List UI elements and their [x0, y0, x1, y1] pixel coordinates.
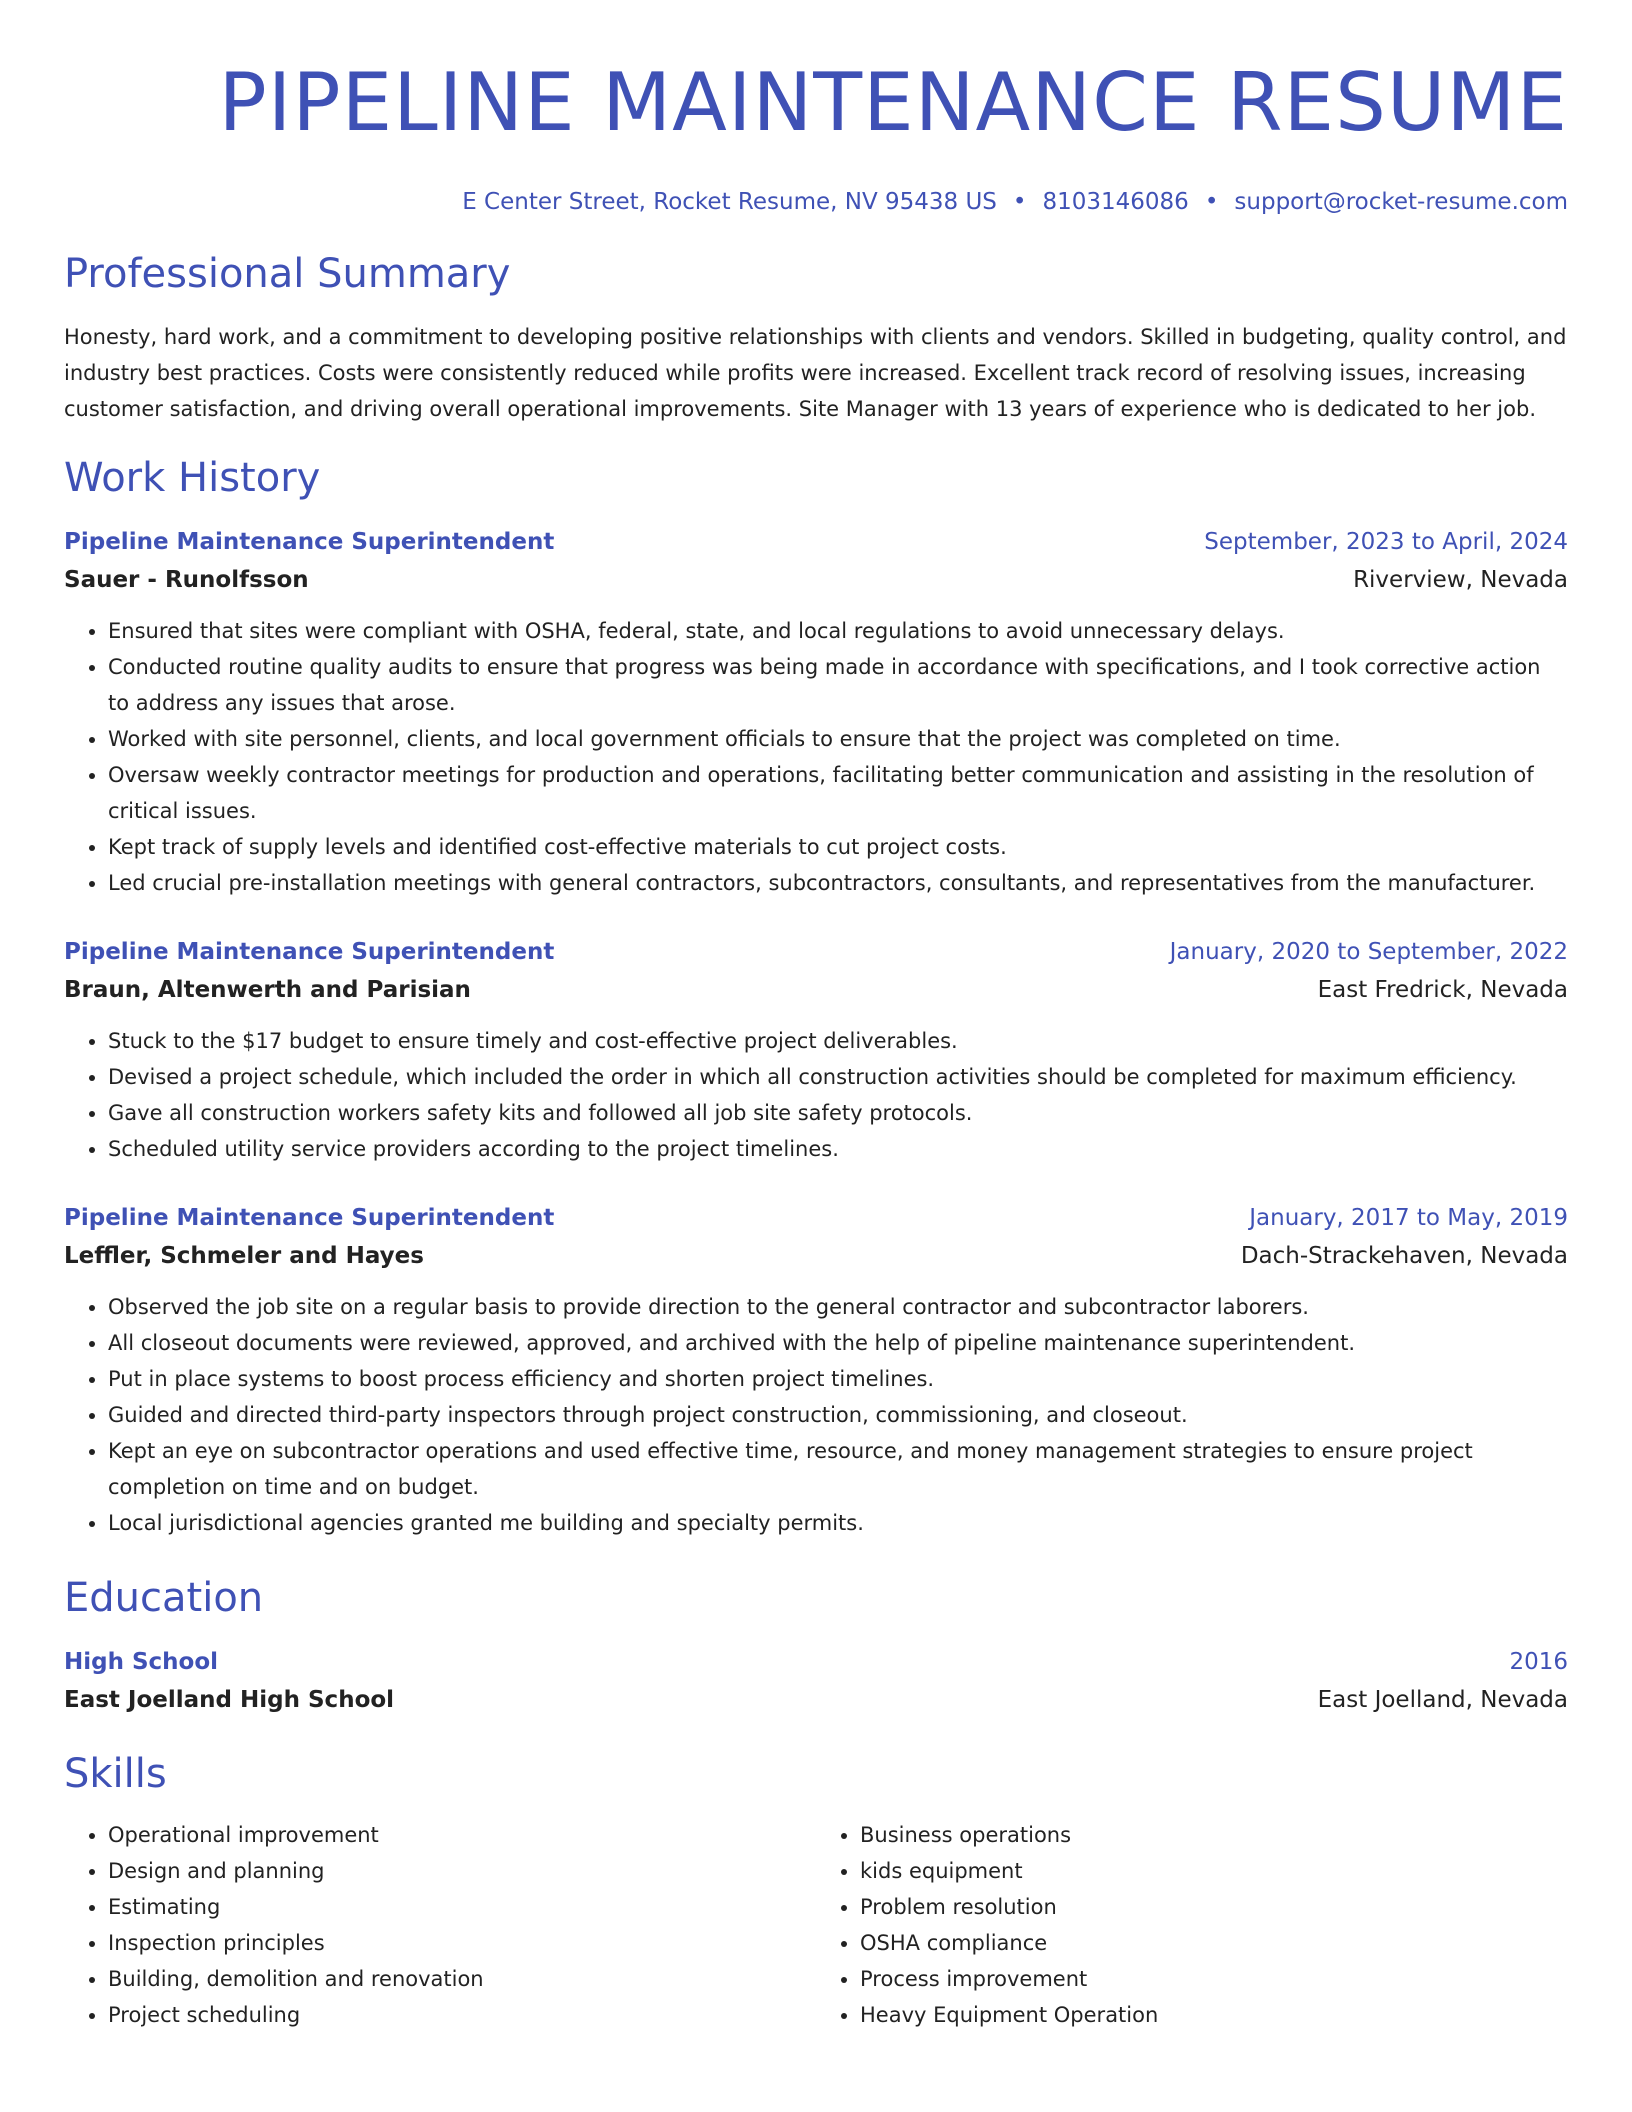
- job-bullet: • Kept track of supply levels and identified cost-effective materials to cut project costs.: [108, 829, 1568, 865]
- job-company: Sauer - Runolfsson: [64, 567, 309, 593]
- job-dates: September, 2023 to April, 2024: [1204, 529, 1568, 555]
- job-dates: January, 2017 to May, 2019: [1249, 1205, 1568, 1231]
- job-company-row: [64, 1237, 1568, 1275]
- job-bullet: • Ensured that sites were compliant with OSHA, federal, state, and local regulations to avoid unnecessary delays.: [108, 613, 1568, 649]
- job-entry: [64, 523, 1568, 901]
- skill-item: • Business operations: [860, 1817, 1568, 1853]
- skills-list-left: [64, 1817, 816, 2033]
- job-entry: [64, 933, 1568, 1167]
- job-bullet: • Gave all construction workers safety kits and followed all job site safety protocols.: [108, 1095, 1568, 1131]
- skill-item: • Estimating: [108, 1889, 816, 1925]
- skill-item: • kids equipment: [860, 1853, 1568, 1889]
- education-entry: [64, 1643, 1568, 1719]
- job-header-row: [64, 523, 1568, 561]
- contact-separator: •: [1012, 189, 1027, 215]
- contact-email[interactable]: support@rocket-resume.com: [1234, 189, 1568, 215]
- skill-item: • Project scheduling: [108, 1997, 816, 2033]
- job-header-row: [64, 933, 1568, 971]
- job-bullet: • Devised a project schedule, which included the order in which all construction activities should be completed for maximum efficiency.: [108, 1059, 1568, 1095]
- job-header-row: [64, 1199, 1568, 1237]
- skill-item: • Problem resolution: [860, 1889, 1568, 1925]
- job-entry: [64, 1199, 1568, 1541]
- education-year: 2016: [1509, 1649, 1568, 1675]
- section-title-work-history: Work History: [64, 455, 321, 501]
- job-bullet: • Worked with site personnel, clients, and local government officials to ensure that the project was completed on time.: [108, 721, 1568, 757]
- resume-name: PIPELINE MAINTENANCE RESUME: [218, 56, 1568, 149]
- skill-item: • Process improvement: [860, 1961, 1568, 1997]
- skill-item: • Building, demolition and renovation: [108, 1961, 816, 1997]
- job-dates: January, 2020 to September, 2022: [1169, 939, 1568, 965]
- job-company: Braun, Altenwerth and Parisian: [64, 977, 471, 1003]
- section-title-summary: Professional Summary: [64, 251, 511, 297]
- contact-address: E Center Street, Rocket Resume, NV 95438 US: [462, 189, 997, 215]
- skill-item: • Design and planning: [108, 1853, 816, 1889]
- job-bullet: • Led crucial pre-installation meetings with general contractors, subcontractors, consultants, and representatives from the manufacturer.: [108, 865, 1568, 901]
- education-header-row: [64, 1643, 1568, 1681]
- education-school: East Joelland High School: [64, 1687, 395, 1713]
- job-location: East Fredrick, Nevada: [1317, 977, 1568, 1003]
- job-title: Pipeline Maintenance Superintendent: [64, 939, 555, 965]
- skills-columns: [64, 1817, 1568, 2033]
- job-company-row: [64, 561, 1568, 599]
- job-bullet: • All closeout documents were reviewed, approved, and archived with the help of pipeline maintenance superintendent.: [108, 1325, 1568, 1361]
- education-location: East Joelland, Nevada: [1317, 1687, 1568, 1713]
- summary-text: Honesty, hard work, and a commitment to developing positive relationships with clients and vendors. Skilled in budgeting, quality control, and industry best practices. Costs were consistently reduced while profits were increased. Excellent track record of resolving issues, increasing customer satisfaction, and driving overall operational improvements. Site Manager with 13 years of experience who is dedicated to her job.: [64, 325, 1567, 421]
- job-bullet: • Conducted routine quality audits to ensure that progress was being made in accordance with specifications, and I took corrective action to address any issues that arose.: [108, 649, 1568, 721]
- job-bullets: [64, 1289, 1568, 1541]
- job-bullet: • Scheduled utility service providers according to the project timelines.: [108, 1131, 1568, 1167]
- skill-item: • Inspection principles: [108, 1925, 816, 1961]
- job-bullet: • Observed the job site on a regular basis to provide direction to the general contractor and subcontractor laborers.: [108, 1289, 1568, 1325]
- contact-separator: •: [1204, 189, 1219, 215]
- job-bullet: • Kept an eye on subcontractor operations and used effective time, resource, and money management strategies to ensure project completion on time and on budget.: [108, 1433, 1568, 1505]
- section-title-education: Education: [64, 1575, 264, 1621]
- skill-item: • Heavy Equipment Operation: [860, 1997, 1568, 2033]
- job-location: Riverview, Nevada: [1353, 567, 1568, 593]
- education-degree: High School: [64, 1649, 219, 1675]
- education-school-row: [64, 1681, 1568, 1719]
- job-company-row: [64, 971, 1568, 1009]
- skill-item: • OSHA compliance: [860, 1925, 1568, 1961]
- job-title: Pipeline Maintenance Superintendent: [64, 1205, 555, 1231]
- skill-item: • Operational improvement: [108, 1817, 816, 1853]
- skills-list-right: [816, 1817, 1568, 2033]
- job-bullet: • Put in place systems to boost process efficiency and shorten project timelines.: [108, 1361, 1568, 1397]
- job-bullet: • Guided and directed third-party inspectors through project construction, commissioning, and closeout.: [108, 1397, 1568, 1433]
- job-bullet: • Oversaw weekly contractor meetings for production and operations, facilitating better communication and assisting in the resolution of critical issues.: [108, 757, 1568, 829]
- job-bullets: [64, 1023, 1568, 1167]
- section-title-skills: Skills: [64, 1751, 167, 1797]
- job-location: Dach-Strackehaven, Nevada: [1240, 1243, 1568, 1269]
- job-company: Leffler, Schmeler and Hayes: [64, 1243, 424, 1269]
- job-bullet: • Stuck to the $17 budget to ensure timely and cost-effective project deliverables.: [108, 1023, 1568, 1059]
- job-title: Pipeline Maintenance Superintendent: [64, 529, 555, 555]
- contact-phone: 8103146086: [1042, 189, 1189, 215]
- job-bullets: [64, 613, 1568, 901]
- contact-line: [64, 187, 1568, 217]
- job-bullet: • Local jurisdictional agencies granted me building and specialty permits.: [108, 1505, 1568, 1541]
